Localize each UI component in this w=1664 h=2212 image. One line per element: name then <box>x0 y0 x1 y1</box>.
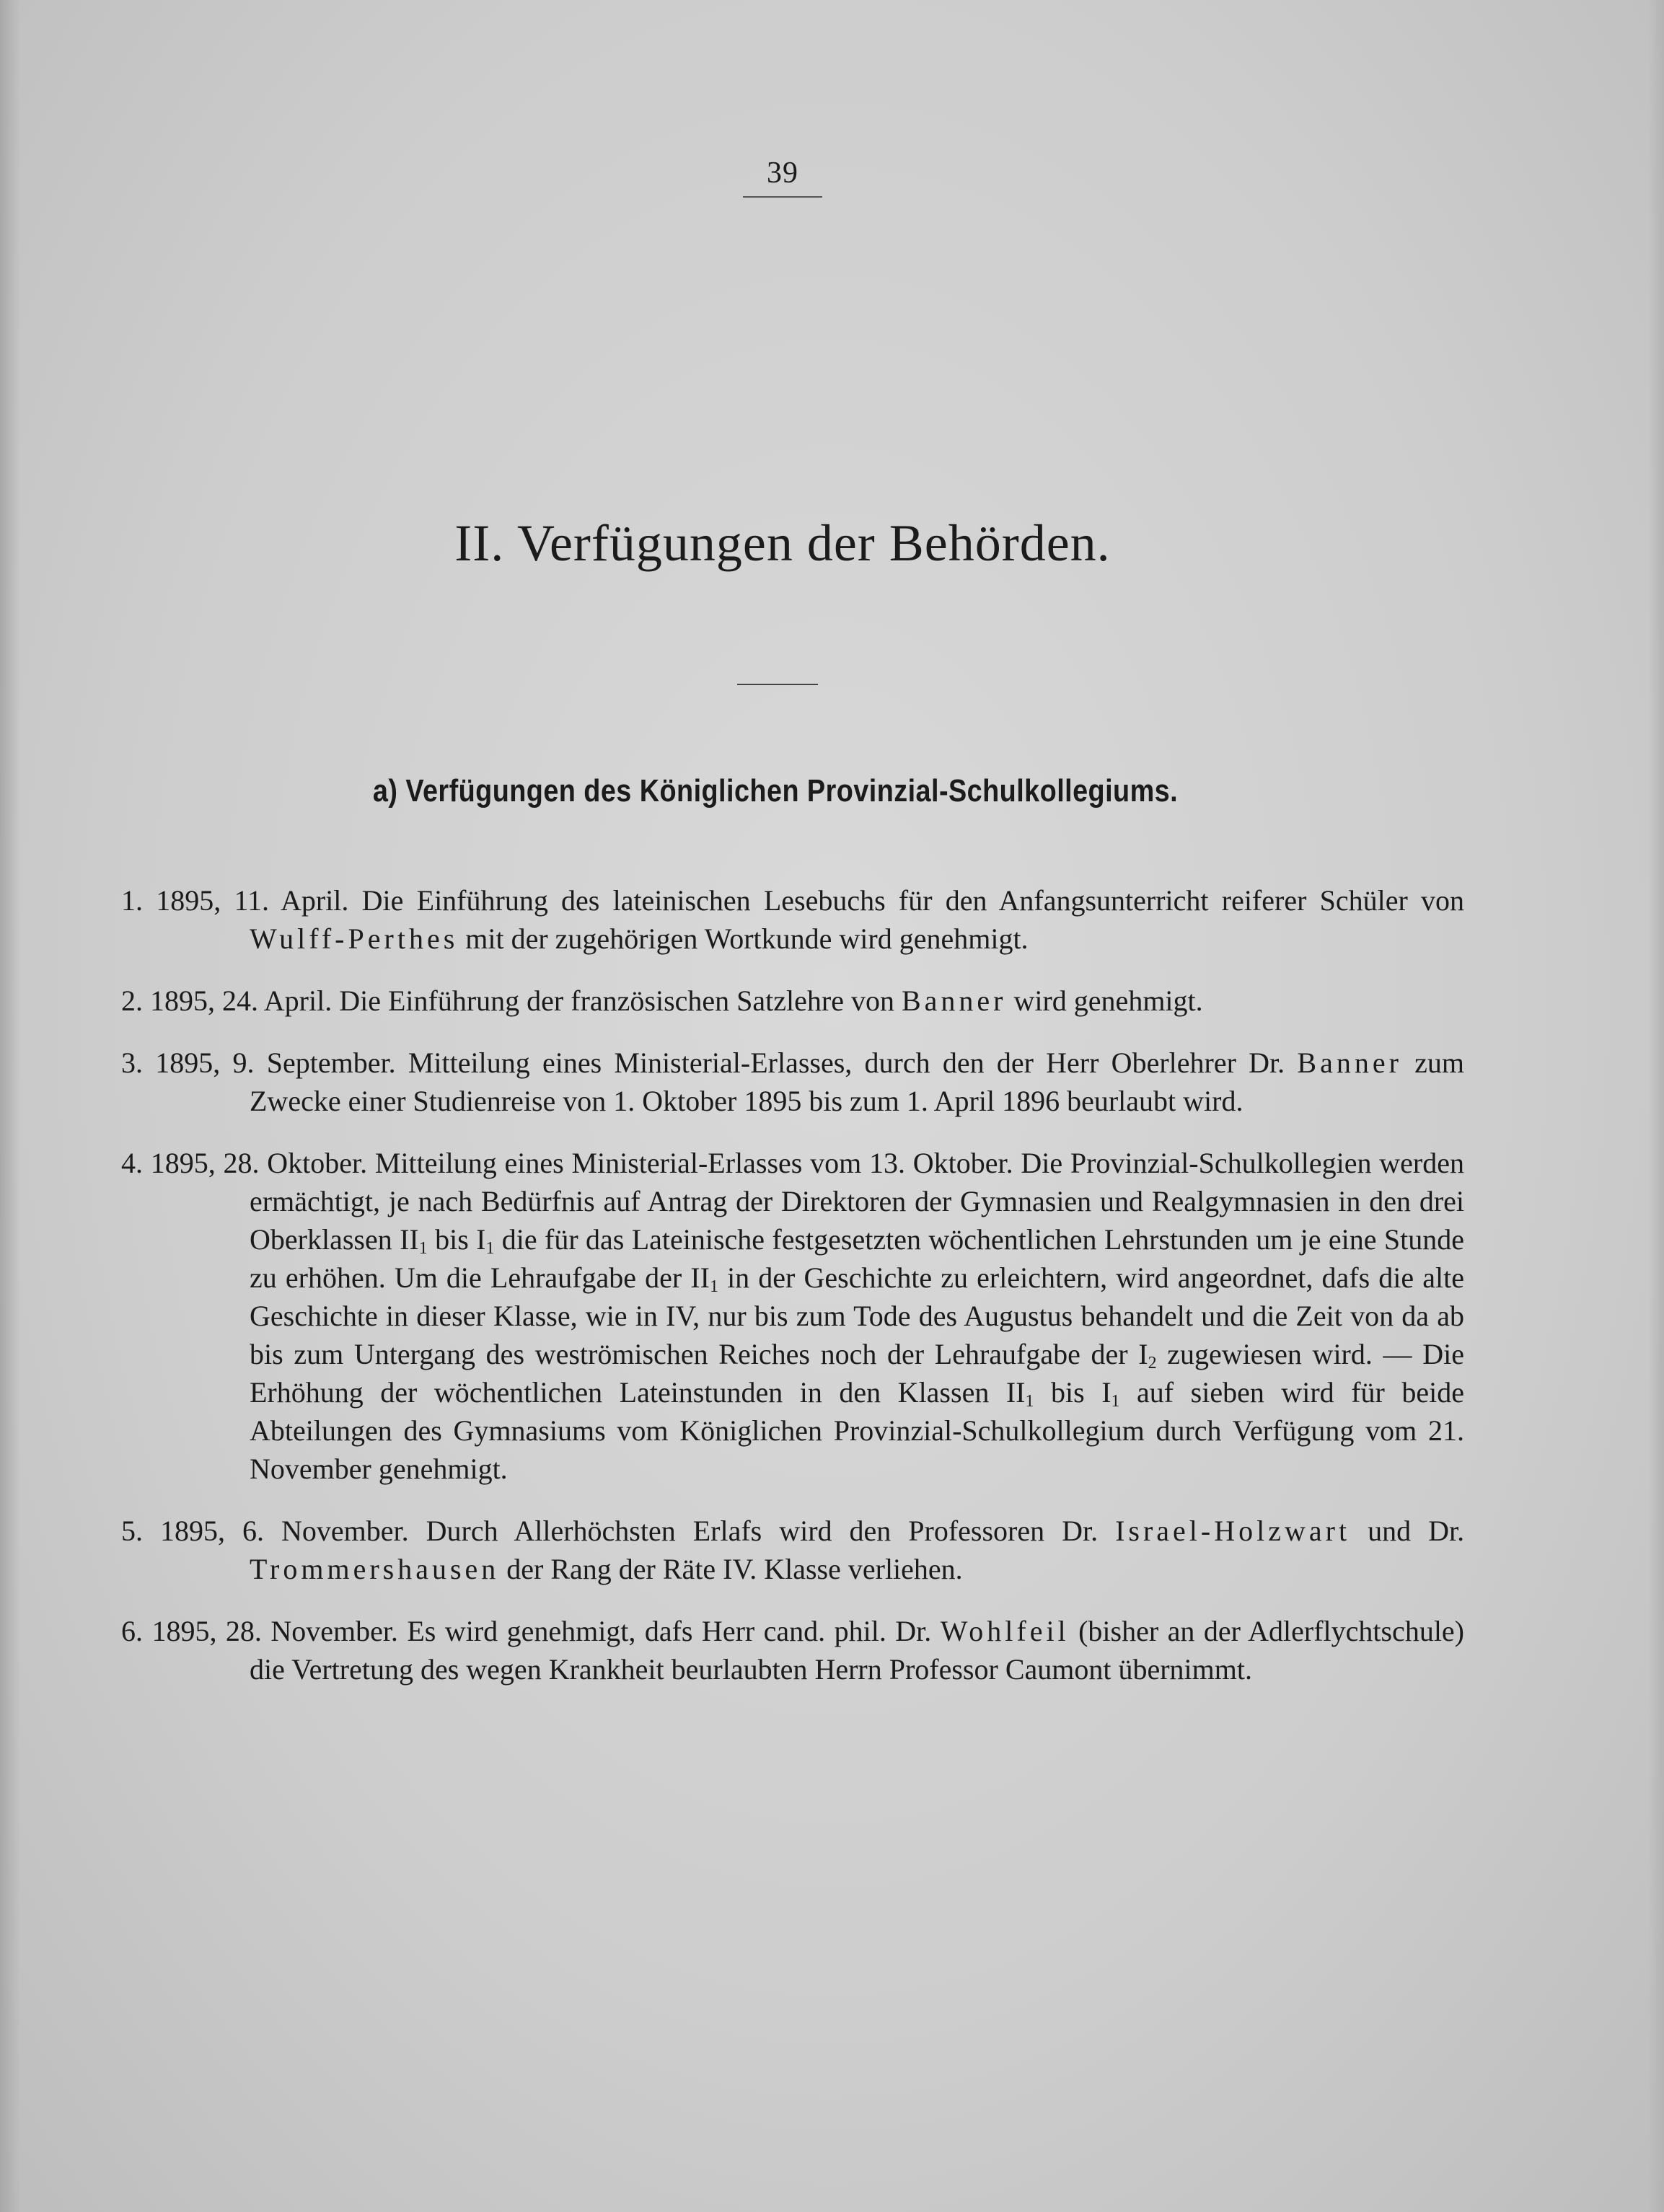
entry-text: bis I <box>427 1223 486 1256</box>
entry-person-name: Trommershausen <box>250 1553 500 1585</box>
class-subscript: 1 <box>485 1239 495 1258</box>
section-divider <box>737 684 818 685</box>
decree-entry <box>121 1612 1464 1688</box>
entry-number: 5. <box>121 1515 143 1547</box>
subsection-title: a) Verfügungen des Königlichen Provinzial-Schulkollegiums. <box>372 773 1179 808</box>
decree-list <box>121 881 1464 1712</box>
decree-entry <box>121 1144 1464 1488</box>
section-title: II. Verfügungen der Behörden. <box>454 514 1111 572</box>
entry-date: 1895, 28. Oktober. <box>150 1147 368 1179</box>
entry-date: 1895, 28. November. <box>151 1615 398 1647</box>
entry-text: auf sieben wird für beide Abteilungen des Gymnasiums vom Königlichen Provinzial-Schulkollegium durch Verfügung vom 21. November genehmigt. <box>250 1376 1464 1485</box>
entry-date: 1895, 9. September. <box>155 1046 396 1079</box>
page-number: 39 <box>767 157 798 190</box>
decree-entry <box>121 1044 1464 1120</box>
entry-text: wird genehmigt. <box>1013 984 1203 1017</box>
entry-number: 2. <box>121 984 143 1017</box>
entry-text: Mitteilung eines Ministerial-Erlasses, durch den der Herr Oberlehrer Dr. <box>408 1046 1285 1079</box>
entry-person-name: Banner <box>901 984 1007 1017</box>
decree-entry <box>121 982 1464 1020</box>
class-subscript: 2 <box>1148 1354 1157 1372</box>
entry-number: 3. <box>121 1046 143 1079</box>
entry-text: bis I <box>1034 1376 1111 1409</box>
class-subscript: 1 <box>418 1239 428 1258</box>
entry-person-name: Israel-Holzwart <box>1115 1515 1351 1547</box>
entry-text: Die Einführung des lateinischen Lesebuchs für den Anfangsunterricht reiferer Schüler von <box>361 884 1465 917</box>
entry-person-name: Banner <box>1297 1046 1402 1079</box>
entry-text: zugewiesen wird. — Die Erhöhung der wöchentlichen Lateinstunden in den Klassen II <box>250 1338 1464 1409</box>
entry-date: 1895, 24. April. <box>150 984 333 1017</box>
entry-text: Es wird genehmigt, dafs Herr cand. phil. Dr. <box>407 1615 932 1647</box>
entry-text: der Rang der Räte IV. Klasse verliehen. <box>506 1553 963 1585</box>
entry-text: Die Einführung der französischen Satzlehre von <box>339 984 894 1017</box>
entry-text: zum Zwecke einer Studienreise von 1. Oktober 1895 bis zum 1. April 1896 beurlaubt wird. <box>250 1046 1465 1117</box>
entry-text: und Dr. <box>1368 1515 1465 1547</box>
entry-text: die für das Lateinische festgesetzten wöchentlichen Lehrstunden um je eine Stunde zu erhöhen. Um die Lehraufgabe der II <box>250 1223 1464 1294</box>
entry-date: 1895, 6. November. <box>160 1515 409 1547</box>
class-subscript: 1 <box>1025 1392 1034 1411</box>
entry-number: 4. <box>121 1147 143 1179</box>
entry-person-name: Wulff-Perthes <box>250 922 459 955</box>
entry-text: (bisher an der Adlerflychtschule) die Vertretung des wegen Krankheit beurlaubten Herrn Professor Caumont übernimmt. <box>250 1615 1464 1686</box>
entry-text: in der Geschichte zu erleichtern, wird angeordnet, dafs die alte Geschichte in dieser Klasse, wie in IV, nur bis zum Tode des Augustus behandelt und die Zeit von da ab bis zum Untergang des weströmischen Reiches noch der Lehraufgabe der I <box>250 1261 1464 1370</box>
class-subscript: 1 <box>1111 1392 1120 1411</box>
class-subscript: 1 <box>709 1277 718 1296</box>
entry-number: 6. <box>121 1615 143 1647</box>
entry-text: Mitteilung eines Ministerial-Erlasses vom 13. Oktober. Die Provinzial-Schulkollegien werden ermächtigt, je nach Bedürfnis auf Antrag der Direktoren der Gymnasien und Realgymnasien in den drei Oberklassen II <box>250 1147 1465 1256</box>
entry-date: 1895, 11. April. <box>156 884 349 917</box>
decree-entry <box>121 1512 1464 1588</box>
page-number-rule <box>743 196 822 198</box>
decree-entry <box>121 881 1464 958</box>
entry-number: 1. <box>121 884 143 917</box>
entry-person-name: Wohlfeil <box>940 1615 1070 1647</box>
entry-text: Durch Allerhöchsten Erlafs wird den Professoren Dr. <box>426 1515 1099 1547</box>
entry-text: mit der zugehörigen Wortkunde wird genehmigt. <box>465 922 1029 955</box>
